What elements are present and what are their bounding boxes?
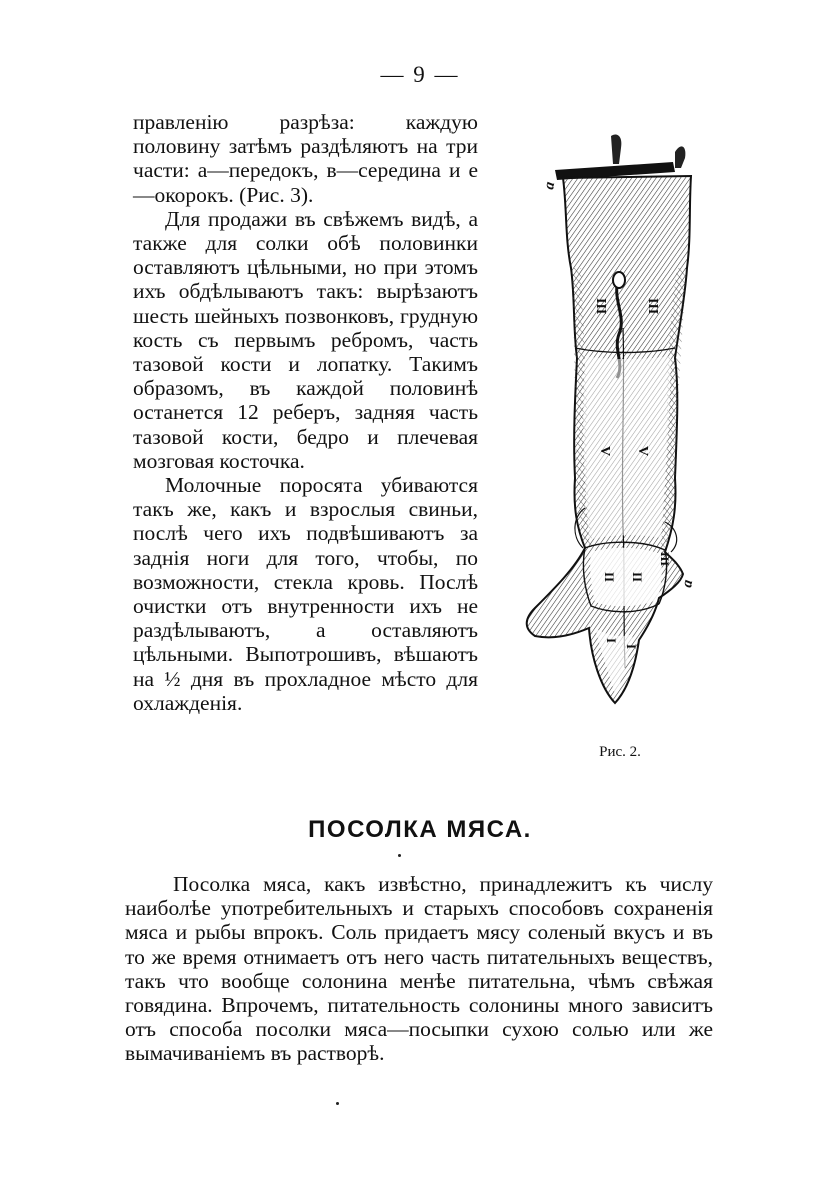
label-II-left: II — [602, 572, 617, 583]
figure-caption: Рис. 2. — [599, 744, 641, 760]
paragraph-1: правленію разрѣза: каждую половину затѣмъ раздѣляютъ на три части: а—передокъ, в—середина и е—окорокъ. (Рис. 3). — [133, 110, 478, 207]
label-a-right: а — [679, 578, 697, 589]
label-II-right: II — [630, 572, 645, 583]
label-III-lower: III — [658, 552, 672, 567]
label-V-left: V — [597, 446, 612, 457]
pig-carcass-figure — [515, 128, 735, 708]
text-column — [133, 110, 478, 715]
section-title: ПОСОЛКА МЯСА. — [308, 816, 532, 843]
carcass-body — [527, 176, 691, 703]
page-number: — 9 — — [380, 62, 460, 87]
label-I-right: I — [624, 644, 639, 650]
paragraph-3: Молочные поросята убиваются такъ же, какъ и взрослыя свиньи, послѣ чего ихъ подвѣшиваютъ за заднія ноги для того, чтобы, по возможности, стекла кровь. Послѣ очистки отъ внутренности ихъ не раздѣлываютъ, а оставляютъ цѣльными. Выпотрошивъ, вѣшаютъ на ½ дня въ прохладное мѣсто для охлажденія. — [133, 473, 478, 715]
section-body — [125, 872, 713, 1066]
print-speck — [398, 854, 401, 857]
label-III-right: III — [645, 298, 660, 315]
hanging-bar — [555, 135, 685, 181]
label-I-left: I — [604, 638, 619, 644]
print-speck — [336, 1102, 339, 1105]
pig-carcass-illustration — [515, 128, 735, 708]
paragraph-2: Для продажи въ свѣжемъ видѣ, а также для солки обѣ половинки оставляютъ цѣльными, но при этомъ ихъ обдѣлываютъ такъ: вырѣзаютъ шесть шейныхъ позвонковъ, грудную кость съ первымъ ребромъ, часть тазовой кости и лопатку. Такимъ образомъ, въ каждой половинѣ останется 12 реберъ, задняя часть тазовой кости, бедро и плечевая мозговая косточка. — [133, 206, 478, 473]
section-paragraph: Посолка мяса, какъ извѣстно, принадлежитъ къ числу наиболѣе употребительныхъ и старыхъ способовъ сохраненія мяса и рыбы впрокъ. Соль придаетъ мясу соленый вкусъ и въ то же время отнимаетъ отъ него часть питательныхъ веществъ, такъ что вообще солонина менѣе питательна, чѣмъ свѣжая говядина. Впрочемъ, питательность солонины много зависитъ отъ способа посолки мяса—посыпки сухою солью или же вымачиваніемъ въ растворѣ. — [125, 872, 713, 1066]
label-V-right: V — [635, 446, 650, 457]
label-a-left: а — [541, 180, 559, 191]
label-III-left: III — [593, 298, 608, 315]
